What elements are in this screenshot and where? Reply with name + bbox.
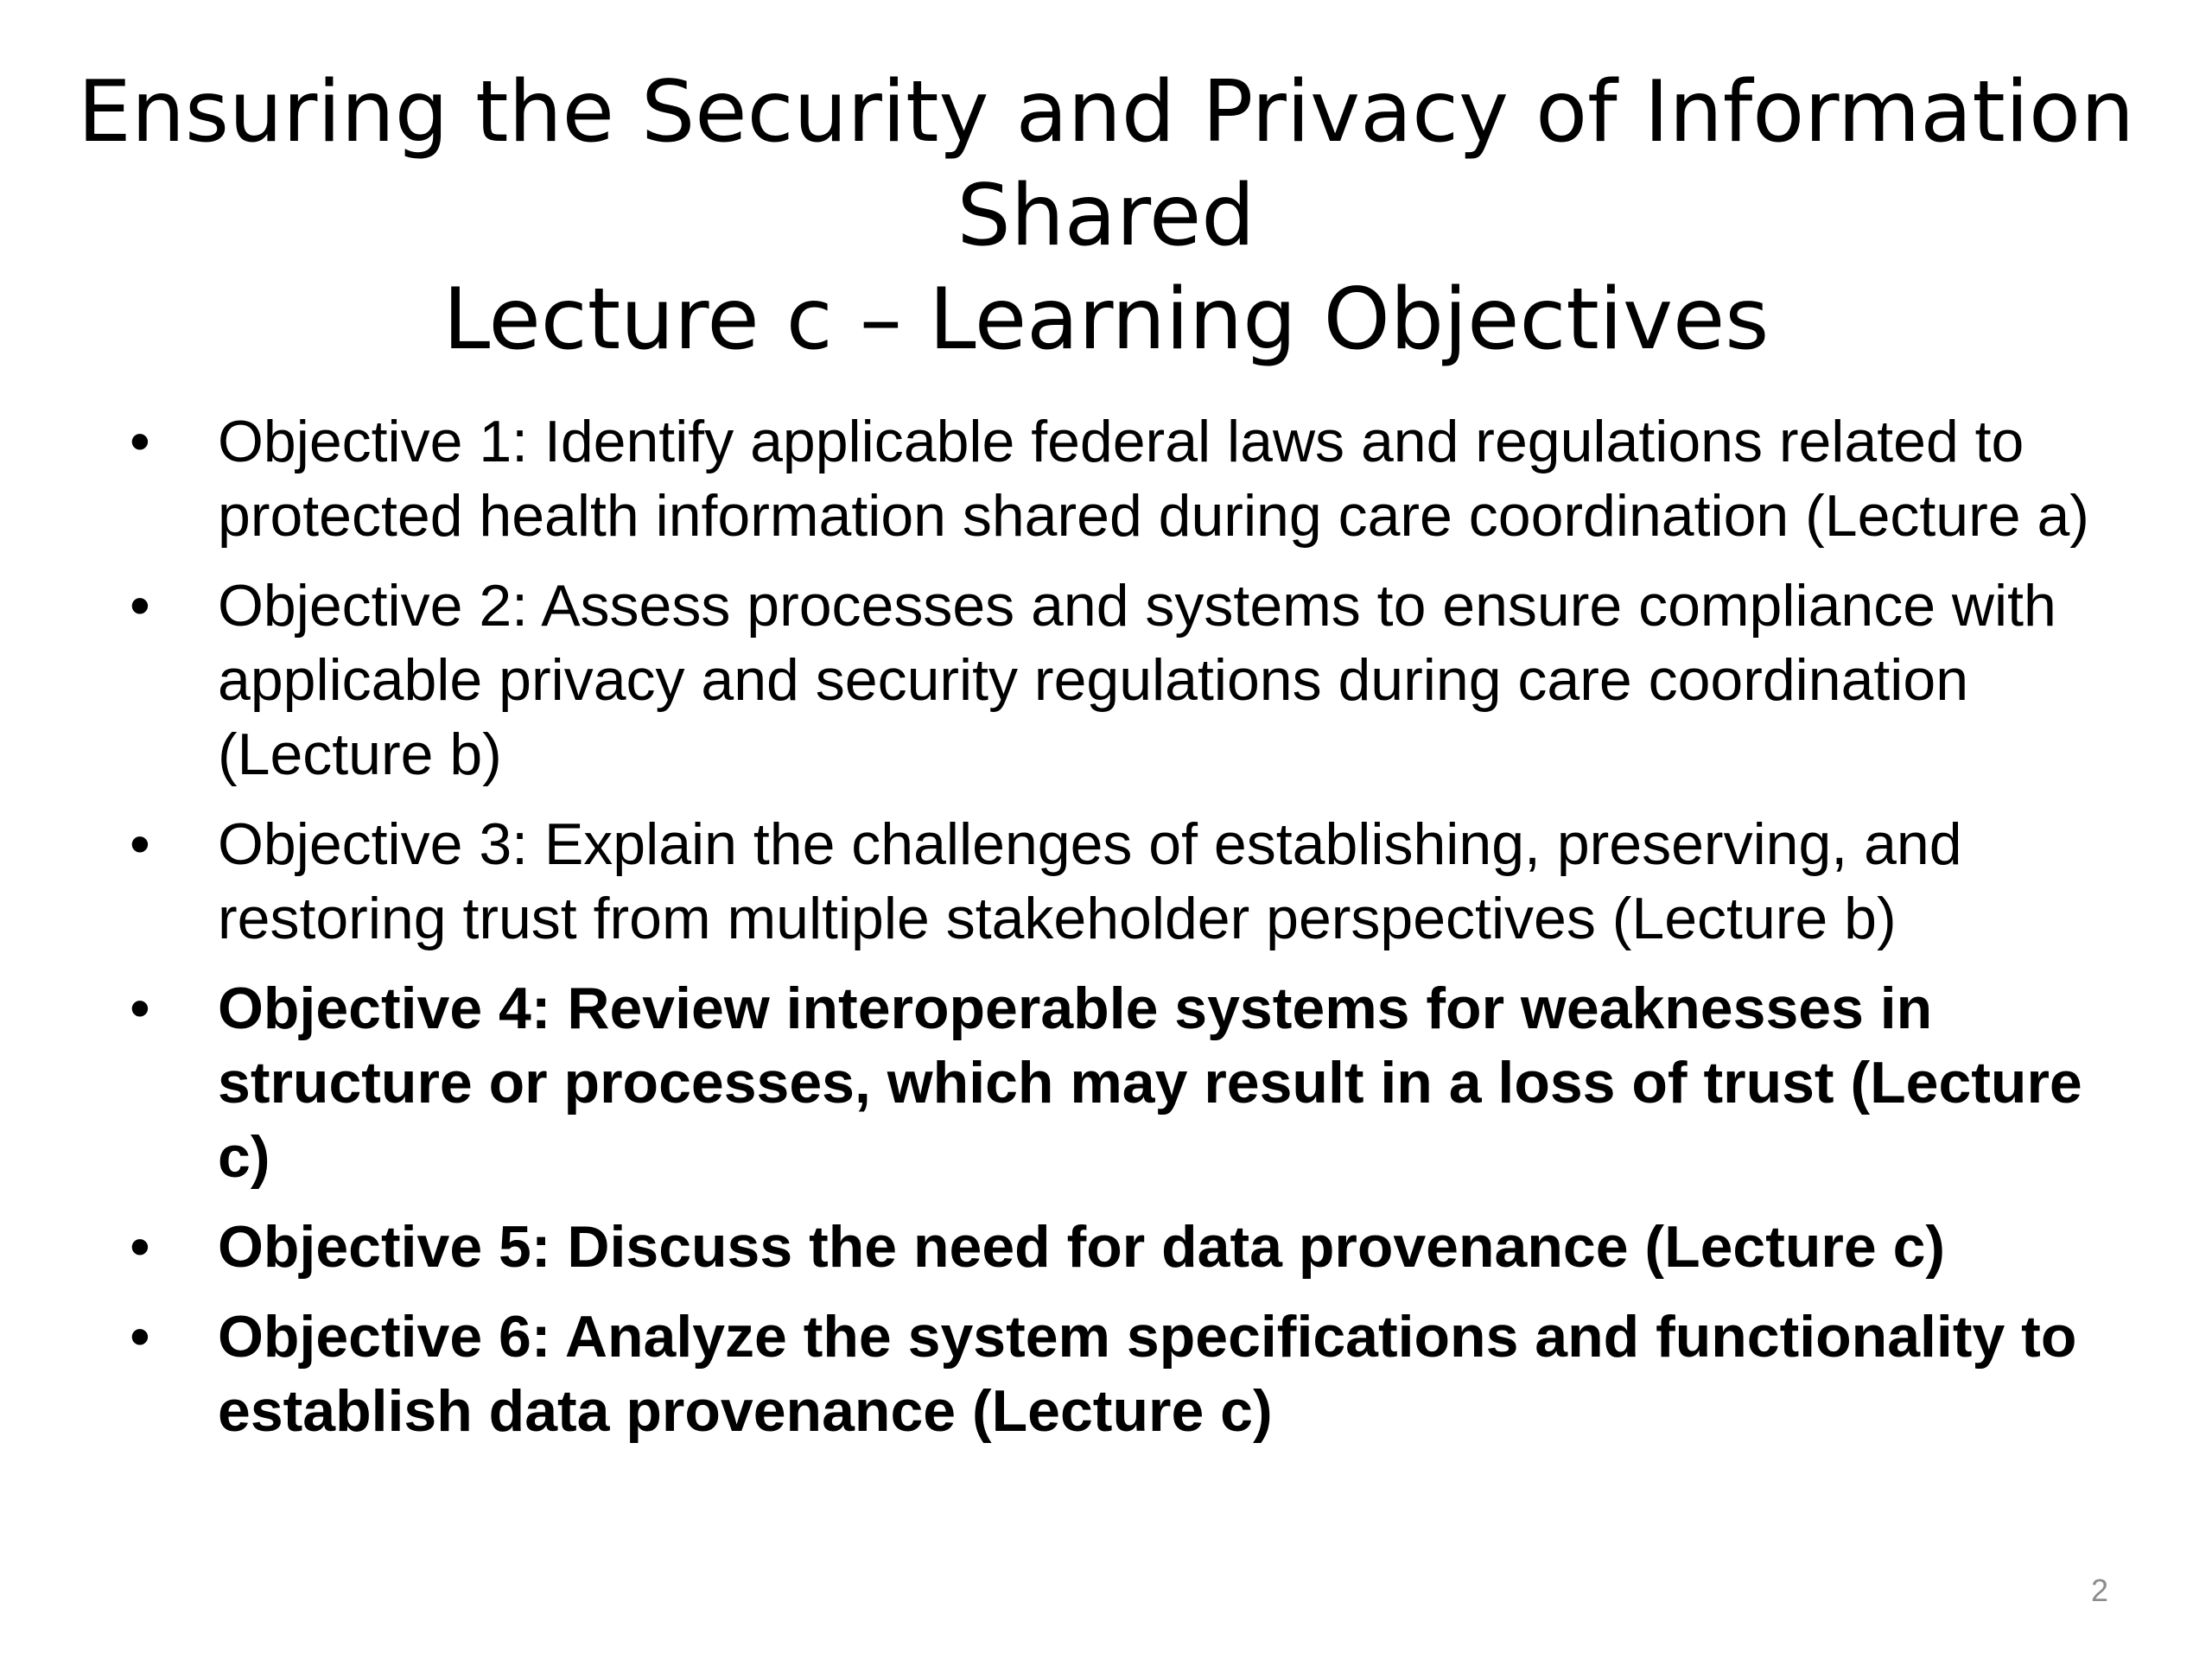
objective-text: Objective 1: Identify applicable federal laws and regulations related to protected health information shared during care coordination (Lecture a) bbox=[218, 409, 2089, 549]
bullet-icon: • bbox=[130, 976, 150, 1041]
objective-text: Objective 2: Assess processes and systems to ensure compliance with applicable privacy and security regulations during care coordination (Lecture b) bbox=[218, 573, 2056, 787]
bullet-icon: • bbox=[130, 573, 150, 639]
objective-item-1 bbox=[130, 404, 2091, 553]
objective-item-6 bbox=[130, 1300, 2091, 1448]
objective-item-4 bbox=[130, 971, 2091, 1194]
title-line-1: Ensuring the Security and Privacy of Information bbox=[77, 63, 2135, 162]
title-line-3: Lecture c – Learning Objectives bbox=[442, 270, 1770, 369]
objective-text: Objective 5: Discuss the need for data provenance (Lecture c) bbox=[218, 1214, 1946, 1280]
slide-title bbox=[0, 60, 2212, 372]
title-line-2: Shared bbox=[957, 167, 1255, 265]
objective-item-2 bbox=[130, 569, 2091, 791]
bullet-icon: • bbox=[130, 1214, 150, 1280]
page-number: 2 bbox=[2090, 1573, 2108, 1608]
objective-text: Objective 3: Explain the challenges of establishing, preserving, and restoring trust from multiple stakeholder perspectives (Lecture b) bbox=[218, 811, 1962, 951]
objectives-list bbox=[130, 404, 2091, 1464]
objective-text: Objective 4: Review interoperable systems for weaknesses in structure or processes, which may result in a loss of trust (Lecture c) bbox=[218, 976, 2082, 1190]
objective-item-3 bbox=[130, 807, 2091, 956]
bullet-icon: • bbox=[130, 409, 150, 474]
bullet-icon: • bbox=[130, 1304, 150, 1370]
objective-item-5 bbox=[130, 1210, 2091, 1284]
bullet-icon: • bbox=[130, 811, 150, 877]
objective-text: Objective 6: Analyze the system specifications and functionality to establish data provenance (Lecture c) bbox=[218, 1304, 2077, 1444]
